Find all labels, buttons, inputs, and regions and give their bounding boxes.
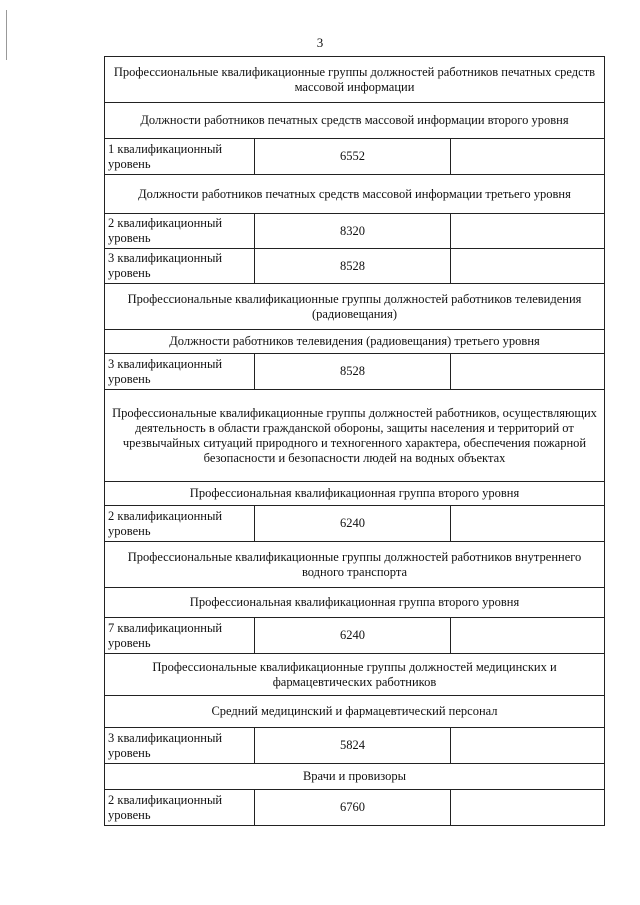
table-row xyxy=(105,139,605,175)
margin-mark xyxy=(6,10,7,60)
qualification-level-cell: 2 квалификационный уровень xyxy=(105,214,255,249)
subgroup-heading: Должности работников телевидения (радиовещания) третьего уровня xyxy=(105,330,605,354)
table-row xyxy=(105,390,605,482)
table-row xyxy=(105,214,605,249)
group-heading: Профессиональные квалификационные группы должностей работников печатных средств массовой информации xyxy=(105,57,605,103)
subgroup-heading: Врачи и провизоры xyxy=(105,764,605,790)
empty-cell xyxy=(451,249,605,284)
salary-value-cell: 6760 xyxy=(255,790,451,826)
table-row xyxy=(105,588,605,618)
subgroup-heading: Профессиональная квалификационная группа второго уровня xyxy=(105,482,605,506)
qualification-level-cell: 3 квалификационный уровень xyxy=(105,249,255,284)
qualification-level-cell: 7 квалификационный уровень xyxy=(105,618,255,654)
qualification-level-cell: 1 квалификационный уровень xyxy=(105,139,255,175)
table-row xyxy=(105,506,605,542)
table-row xyxy=(105,330,605,354)
subgroup-heading: Должности работников печатных средств массовой информации третьего уровня xyxy=(105,175,605,214)
empty-cell xyxy=(451,506,605,542)
group-heading: Профессиональные квалификационные группы должностей медицинских и фармацевтических работников xyxy=(105,654,605,696)
subgroup-heading: Должности работников печатных средств массовой информации второго уровня xyxy=(105,103,605,139)
table-row xyxy=(105,618,605,654)
table-row xyxy=(105,542,605,588)
table-row xyxy=(105,764,605,790)
salary-value-cell: 8528 xyxy=(255,354,451,390)
table-row xyxy=(105,790,605,826)
group-heading: Профессиональные квалификационные группы должностей работников внутреннего водного транспорта xyxy=(105,542,605,588)
table-row xyxy=(105,482,605,506)
table-row xyxy=(105,175,605,214)
empty-cell xyxy=(451,214,605,249)
empty-cell xyxy=(451,354,605,390)
qualification-level-cell: 2 квалификационный уровень xyxy=(105,506,255,542)
salary-value-cell: 6240 xyxy=(255,618,451,654)
table-row xyxy=(105,284,605,330)
salary-value-cell: 8528 xyxy=(255,249,451,284)
salary-value-cell: 8320 xyxy=(255,214,451,249)
table-row xyxy=(105,57,605,103)
table-row xyxy=(105,103,605,139)
qualification-level-cell: 3 квалификационный уровень xyxy=(105,354,255,390)
qualification-level-cell: 3 квалификационный уровень xyxy=(105,728,255,764)
empty-cell xyxy=(451,139,605,175)
table-row xyxy=(105,696,605,728)
subgroup-heading: Профессиональная квалификационная группа второго уровня xyxy=(105,588,605,618)
salary-value-cell: 6240 xyxy=(255,506,451,542)
group-heading: Профессиональные квалификационные группы должностей работников телевидения (радиовещания) xyxy=(105,284,605,330)
salary-value-cell: 6552 xyxy=(255,139,451,175)
group-heading: Профессиональные квалификационные группы должностей работников, осуществляющих деятельность в области гражданской обороны, защиты населения и территорий от чрезвычайных ситуаций природного и техногенного характера, обеспечения пожарной безопасности и безопасности людей на водных объектах xyxy=(105,390,605,482)
table-row xyxy=(105,728,605,764)
page-number: 3 xyxy=(316,35,324,50)
empty-cell xyxy=(451,790,605,826)
qualification-level-cell: 2 квалификационный уровень xyxy=(105,790,255,826)
salary-value-cell: 5824 xyxy=(255,728,451,764)
table-row xyxy=(105,654,605,696)
table-row xyxy=(105,249,605,284)
subgroup-heading: Средний медицинский и фармацевтический персонал xyxy=(105,696,605,728)
empty-cell xyxy=(451,618,605,654)
salary-table xyxy=(104,56,605,826)
empty-cell xyxy=(451,728,605,764)
table-row xyxy=(105,354,605,390)
